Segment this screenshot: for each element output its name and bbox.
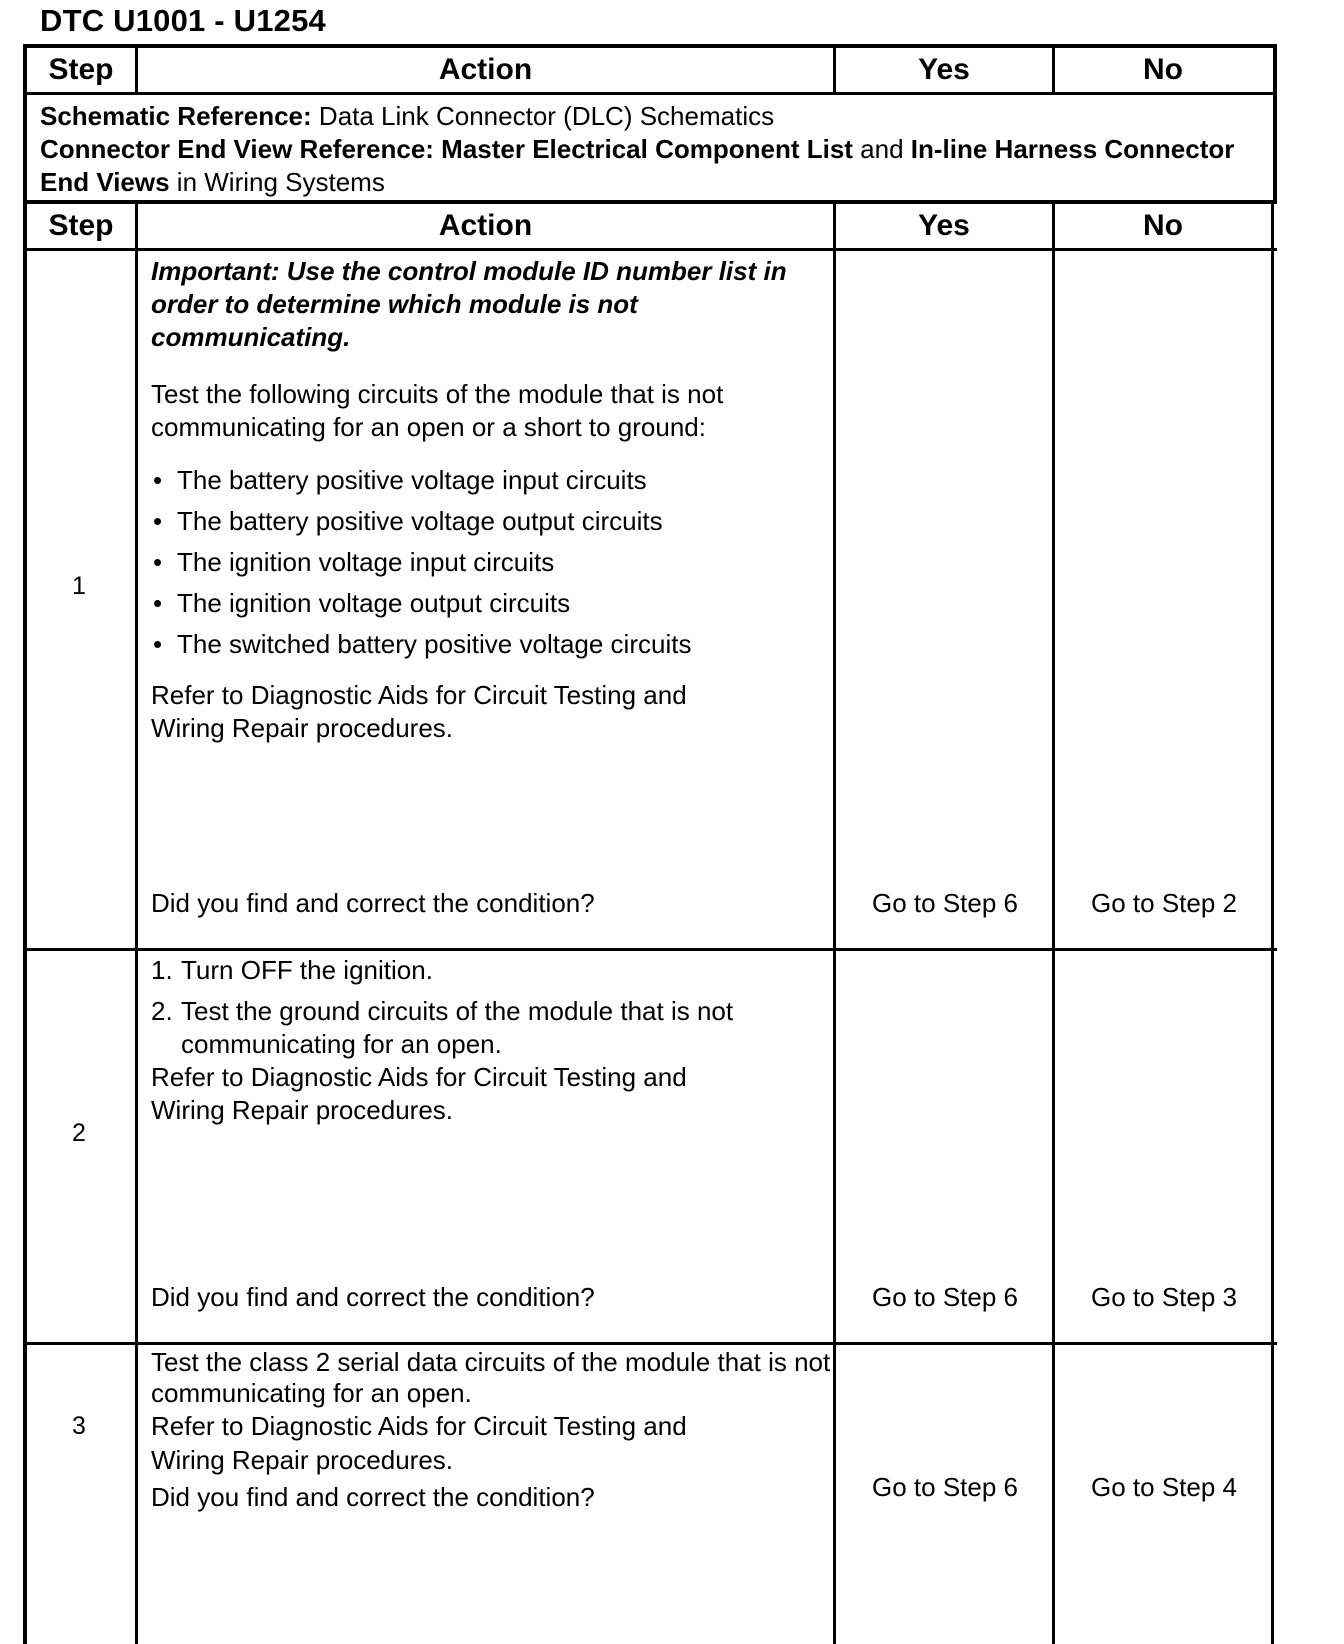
schematic-reference-value: Data Link Connector (DLC) Schematics xyxy=(311,101,775,131)
header2-yes: Yes xyxy=(918,209,970,242)
list-item-text: Test the ground circuits of the module that is not communicating for an open. xyxy=(181,996,734,1059)
list-item-text: Turn OFF the ignition. xyxy=(181,955,433,985)
list-item: • The ignition voltage output circuits xyxy=(151,583,831,624)
step-2-yes: Go to Step 6 xyxy=(872,1282,1018,1312)
col-divider-yes-body xyxy=(1052,200,1055,1644)
step-3-intro: Test the class 2 serial data circuits of the module that is not communicating for an open. xyxy=(151,1347,831,1408)
step-2-refer: Refer to Diagnostic Aids for Circuit Testing and Wiring Repair procedures. xyxy=(151,1062,687,1125)
list-item: • The battery positive voltage input circuits xyxy=(151,460,831,501)
list-item-number: 1. xyxy=(151,955,173,985)
step-3-number: 3 xyxy=(72,1412,86,1440)
schematic-reference-label: Schematic Reference: xyxy=(40,101,312,131)
step-1-number: 1 xyxy=(72,572,86,600)
table-right-border xyxy=(1271,200,1274,1644)
header2-step: Step xyxy=(48,209,114,242)
list-item: • The switched battery positive voltage circuits xyxy=(151,624,831,665)
list-item xyxy=(151,954,831,987)
header2-no: No xyxy=(1143,209,1183,242)
table-left-border xyxy=(23,44,27,1644)
step-3-no: Go to Step 4 xyxy=(1091,1472,1237,1502)
header-step: Step xyxy=(48,53,114,86)
step-3-refer: Refer to Diagnostic Aids for Circuit Testing and Wiring Repair procedures. xyxy=(151,1411,687,1475)
step-1-circuit-list xyxy=(151,460,831,665)
step-1-question: Did you find and correct the condition? xyxy=(151,888,595,918)
col-divider-action-body xyxy=(833,200,836,1644)
step-2-number: 2 xyxy=(72,1119,86,1147)
table-right-border-top xyxy=(1273,44,1277,204)
connector-reference-tail: in Wiring Systems xyxy=(169,167,385,197)
step2-bottom-border xyxy=(23,1342,1277,1345)
reference-block xyxy=(40,100,1260,199)
step-1-yes: Go to Step 6 xyxy=(872,888,1018,918)
header2-action: Action xyxy=(438,209,533,242)
col-divider-step-body xyxy=(135,200,138,1644)
list-item-number: 2. xyxy=(151,996,173,1026)
list-item: • The ignition voltage input circuits xyxy=(151,542,831,583)
step-3-question: Did you find and correct the condition? xyxy=(151,1482,595,1512)
document-title: DTC U1001 - U1254 xyxy=(40,3,326,38)
step-3-yes: Go to Step 6 xyxy=(872,1472,1018,1502)
connector-reference-and: and xyxy=(852,134,911,164)
step-1-intro: Test the following circuits of the module that is not communicating for an open or a short to ground: xyxy=(151,379,724,442)
step-1-action xyxy=(151,255,831,745)
step-1-refer: Refer to Diagnostic Aids for Circuit Testing and Wiring Repair procedures. xyxy=(151,680,687,743)
step-2-no: Go to Step 3 xyxy=(1091,1282,1237,1312)
step-2-action xyxy=(151,954,831,1127)
connector-reference-harness: In-line Harness Connector End Views xyxy=(40,134,1235,197)
step-2-instructions xyxy=(151,954,831,1061)
step-3-action xyxy=(151,1347,831,1514)
diagnostic-table xyxy=(23,44,1277,1644)
connector-reference-label: Connector End View Reference: Master Electrical Component List xyxy=(40,134,853,164)
list-item xyxy=(151,995,811,1061)
list-item: • The battery positive voltage output circuits xyxy=(151,501,831,542)
step-1-important-note: Important: Use the control module ID number list in order to determine which module is not communicating. xyxy=(151,256,787,352)
header-yes: Yes xyxy=(918,53,970,86)
step1-bottom-border xyxy=(23,948,1277,951)
step-2-question: Did you find and correct the condition? xyxy=(151,1282,595,1312)
header-action: Action xyxy=(438,53,533,86)
step-1-no: Go to Step 2 xyxy=(1091,888,1237,918)
header-no: No xyxy=(1143,53,1183,86)
